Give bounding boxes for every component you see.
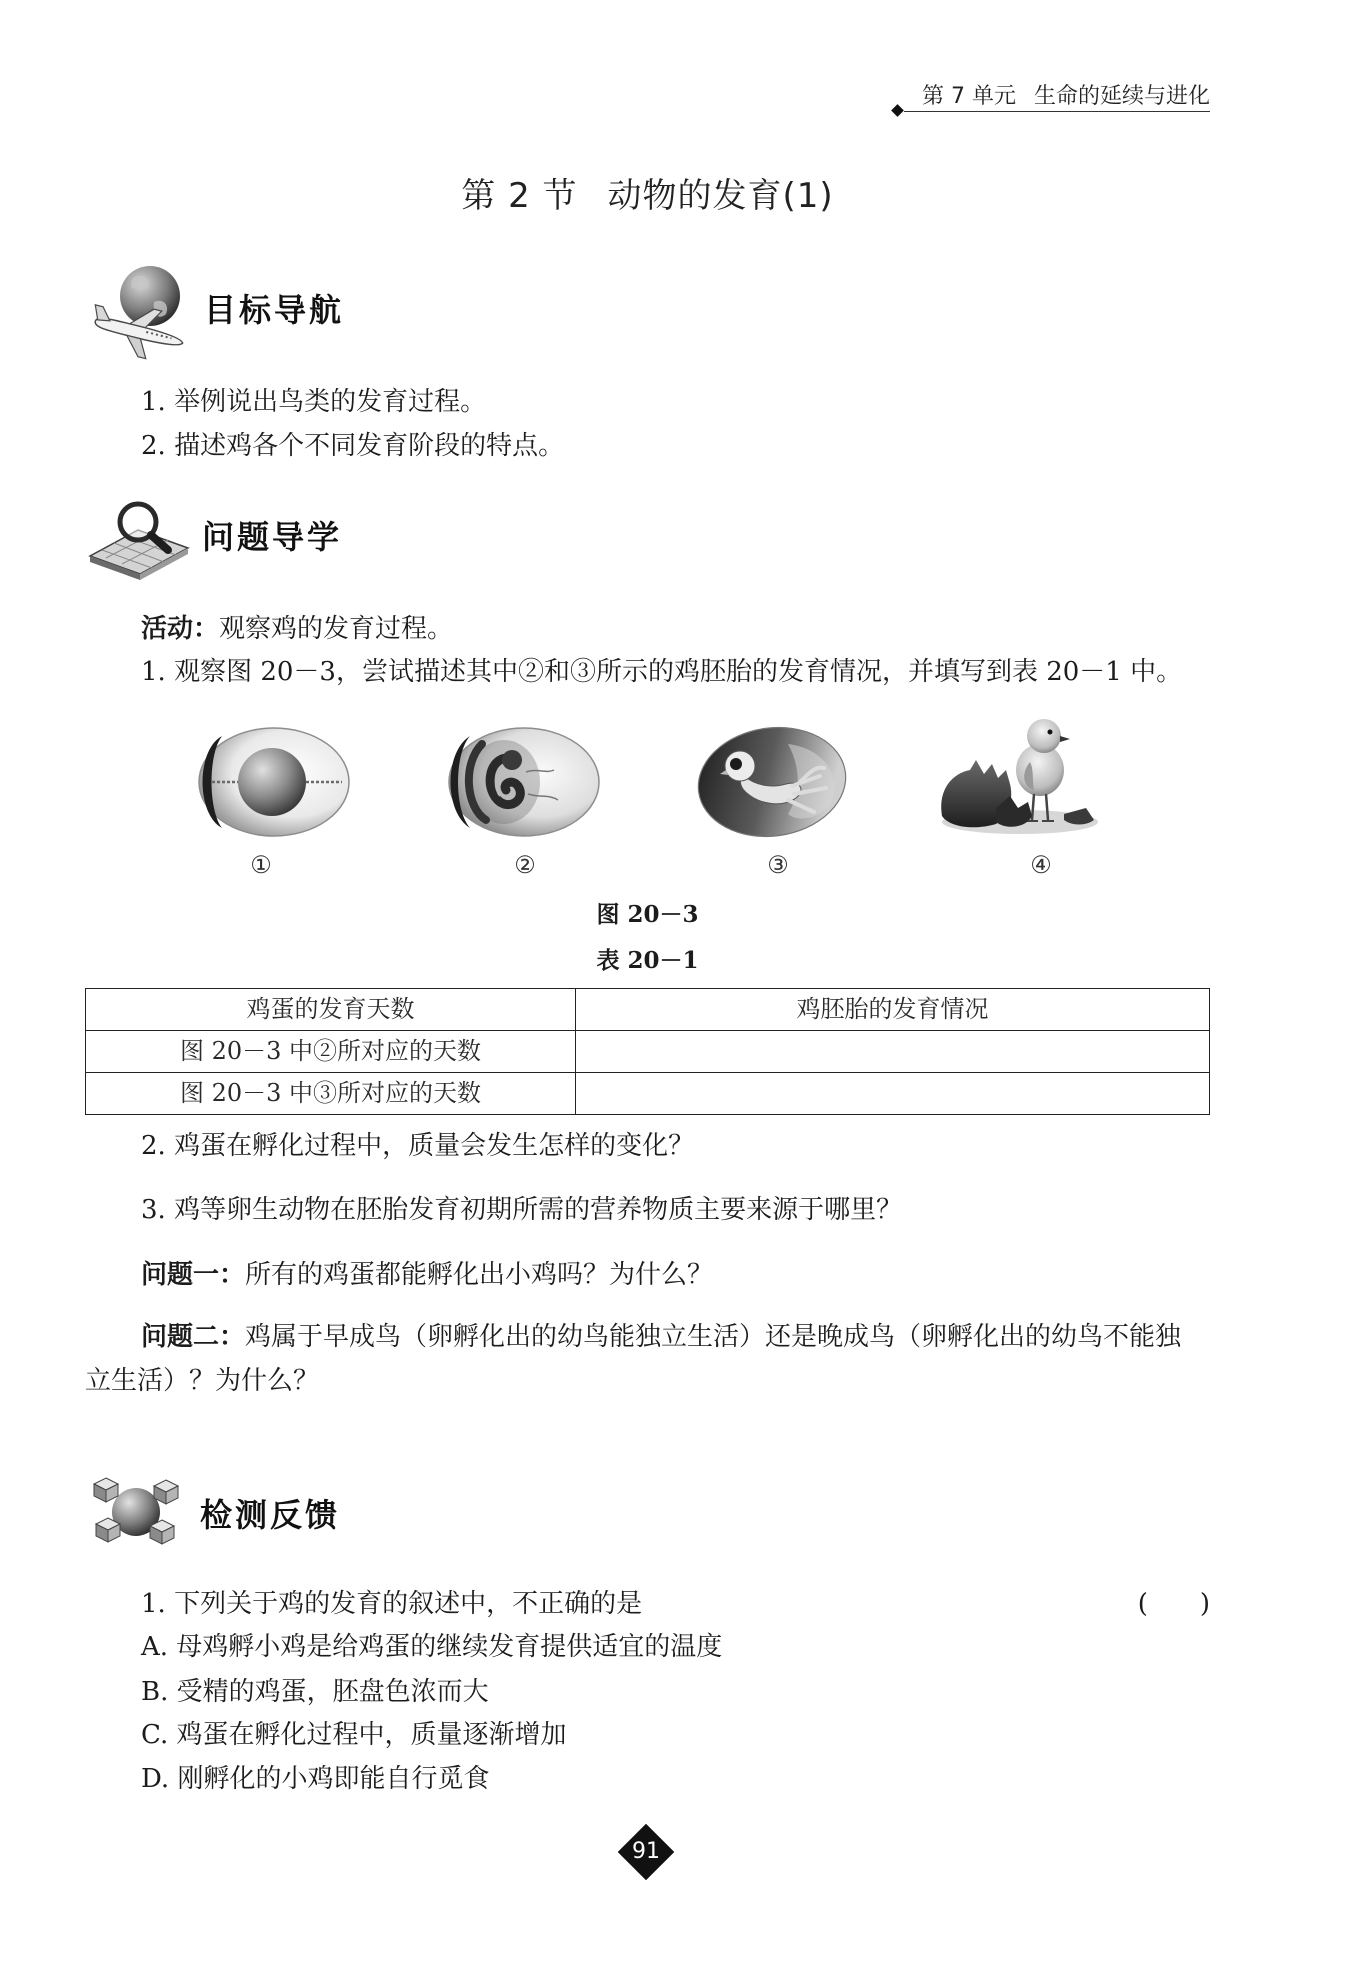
table-row bbox=[86, 1031, 1210, 1073]
activity-text: 观察鸡的发育过程。 bbox=[219, 614, 454, 644]
unit-title: 生命的延续与进化 bbox=[1033, 84, 1210, 109]
goal-item: 2. 描述鸡各个不同发育阶段的特点。 bbox=[141, 431, 565, 461]
table-cell: 图 20－3 中②所对应的天数 bbox=[86, 1031, 576, 1073]
activity-label: 活动： bbox=[141, 614, 220, 644]
table-cell: 图 20－3 中③所对应的天数 bbox=[86, 1073, 576, 1115]
section-heading-feedback: 检测反馈 bbox=[200, 1496, 341, 1534]
table-row bbox=[86, 1073, 1210, 1115]
development-table bbox=[85, 988, 1210, 1115]
figure-caption: 图 20－3 bbox=[596, 901, 699, 928]
hatched-chick-image bbox=[936, 704, 1104, 838]
question-3: 3. 鸡等卵生动物在胚胎发育初期所需的营养物质主要来源于哪里？ bbox=[141, 1195, 903, 1225]
section-heading-goals: 目标导航 bbox=[204, 291, 345, 329]
option-a: A. 母鸡孵小鸡是给鸡蛋的继续发育提供适宜的温度 bbox=[141, 1632, 723, 1662]
answer-blank: ( ) bbox=[1137, 1589, 1210, 1619]
option-c: C. 鸡蛋在孵化过程中，质量逐渐增加 bbox=[141, 1720, 567, 1750]
figure-label: ② bbox=[514, 851, 536, 879]
table-answer-cell bbox=[576, 1031, 1210, 1073]
globe-airplane-icon bbox=[86, 262, 190, 362]
question-1: 1. 观察图 20－3，尝试描述其中②和③所示的鸡胚胎的发育情况，并填写到表 20－1 中。 bbox=[141, 657, 1183, 687]
table-header-row bbox=[86, 989, 1210, 1031]
problem-one bbox=[141, 1255, 1210, 1295]
problem-one-label: 问题一： bbox=[141, 1260, 246, 1290]
egg-stage-3-image bbox=[692, 722, 852, 840]
cubes-globe-icon bbox=[86, 1468, 186, 1558]
table-caption: 表 20－1 bbox=[596, 947, 699, 974]
problem-two-label: 问题二： bbox=[141, 1322, 246, 1352]
table-header-cell: 鸡蛋的发育天数 bbox=[86, 989, 576, 1031]
egg-stage-1-image bbox=[192, 724, 352, 840]
figure-label: ① bbox=[250, 851, 272, 879]
option-b: B. 受精的鸡蛋，胚盘色浓而大 bbox=[141, 1677, 489, 1707]
egg-stage-2-image bbox=[442, 724, 602, 840]
magnifier-book-icon bbox=[86, 494, 192, 584]
lesson-number: 第 2 节 bbox=[461, 176, 578, 216]
problem-two-text: 鸡属于早成鸟（卵孵化出的幼鸟能独立生活）还是晚成鸟（卵孵化出的幼鸟不能独立生活）？为什么？ bbox=[85, 1322, 1182, 1396]
option-d: D. 刚孵化的小鸡即能自行觅食 bbox=[141, 1764, 490, 1794]
figure-label: ③ bbox=[767, 851, 789, 879]
unit-label: 第 7 单元 bbox=[922, 84, 1016, 109]
activity bbox=[141, 609, 1210, 649]
header-rule bbox=[904, 111, 1210, 112]
lesson-name: 动物的发育(1) bbox=[607, 176, 834, 216]
problem-two bbox=[85, 1315, 1196, 1403]
goal-item: 1. 举例说出鸟类的发育过程。 bbox=[141, 387, 487, 417]
question-2: 2. 鸡蛋在孵化过程中，质量会发生怎样的变化？ bbox=[141, 1131, 695, 1161]
section-heading-guided-study: 问题导学 bbox=[202, 518, 343, 556]
problem-one-text: 所有的鸡蛋都能孵化出小鸡吗？为什么？ bbox=[245, 1260, 714, 1290]
table-answer-cell bbox=[576, 1073, 1210, 1115]
lesson-title bbox=[85, 174, 1210, 218]
figure-label: ④ bbox=[1030, 851, 1052, 879]
feedback-question: 1. 下列关于鸡的发育的叙述中，不正确的是 bbox=[141, 1589, 643, 1619]
page-header bbox=[880, 83, 1210, 111]
table-header-cell: 鸡胚胎的发育情况 bbox=[576, 989, 1210, 1031]
page-number: 91 bbox=[632, 1839, 660, 1864]
